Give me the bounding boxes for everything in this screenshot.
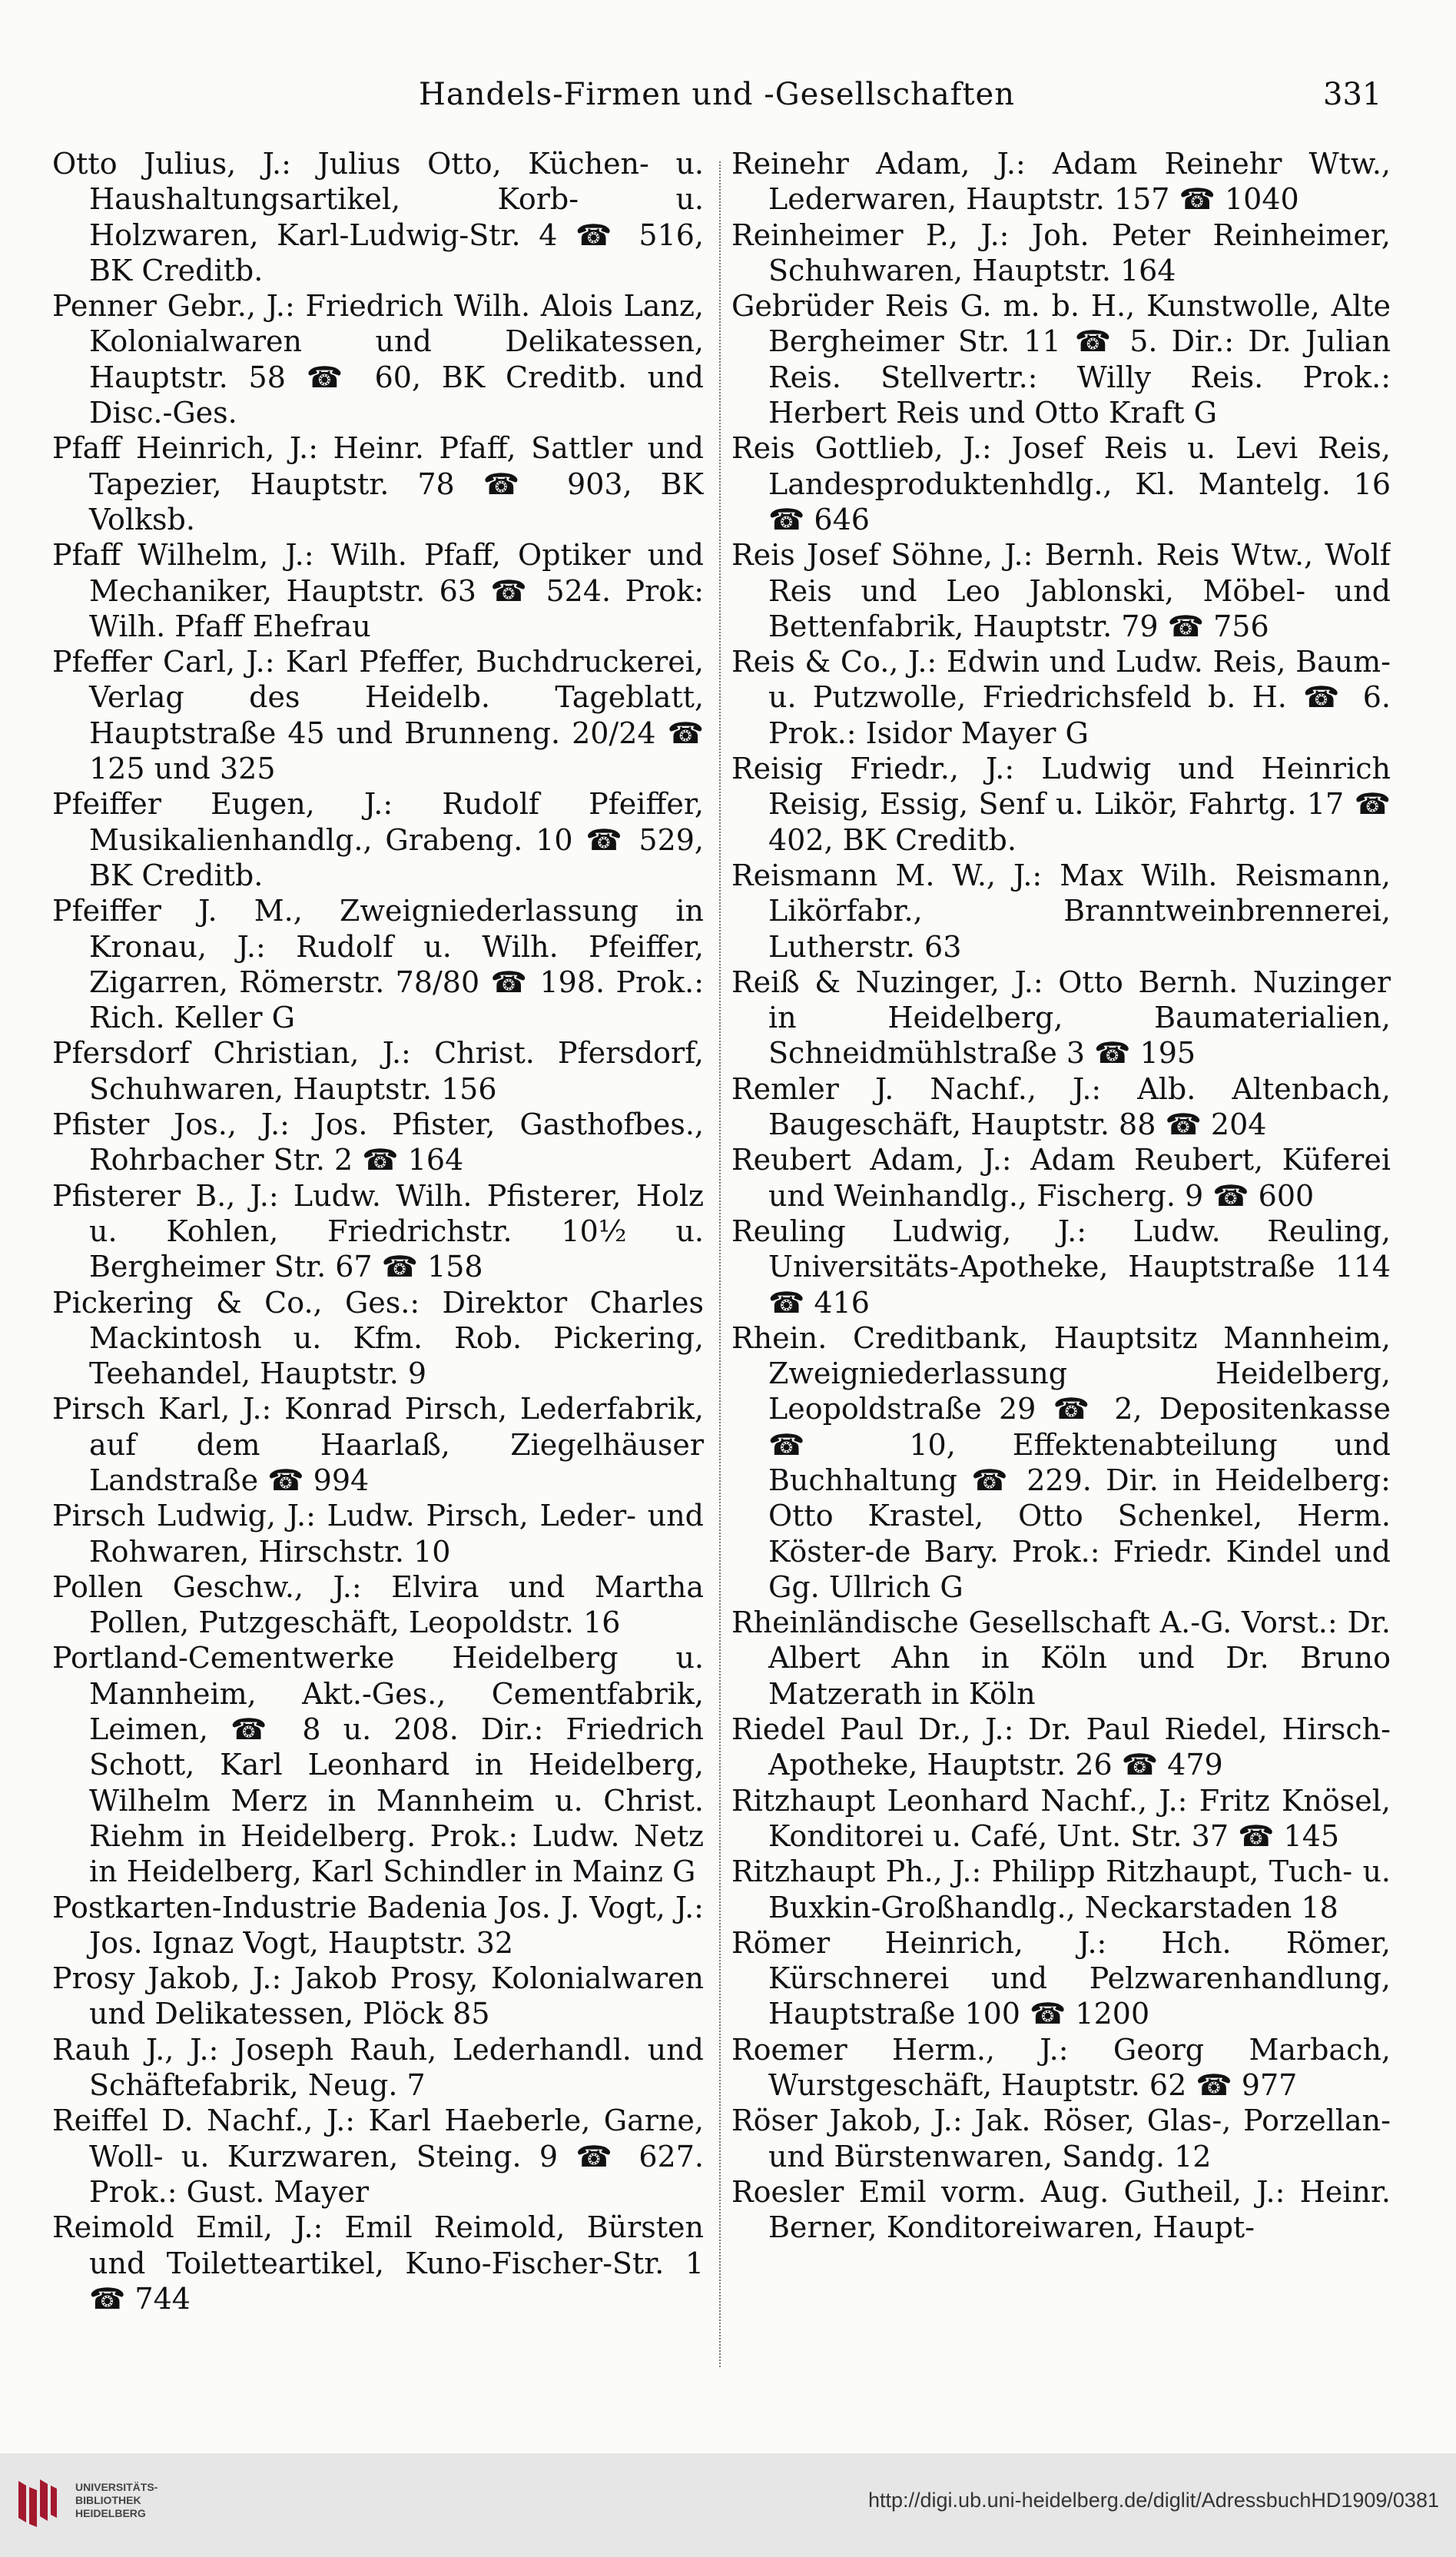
directory-entry: Pfeffer Carl, J.: Karl Pfeffer, Buchdruckerei, Verlag des Heidelb. Tageblatt, Hauptstraße 45 und Brunneng. 20/24 ☎ 125 und 325 xyxy=(52,645,704,786)
library-name: UNIVERSITÄTS- BIBLIOTHEK HEIDELBERG xyxy=(75,2481,158,2519)
directory-entry: Roesler Emil vorm. Aug. Gutheil, J.: Heinr. Berner, Konditoreiwaren, Haupt- xyxy=(731,2174,1391,2245)
directory-entry: Pickering & Co., Ges.: Direktor Charles Mackintosh u. Kfm. Rob. Pickering, Teehandel, Hauptstr. 9 xyxy=(52,1285,704,1391)
directory-entry: Pfersdorf Christian, J.: Christ. Pfersdorf, Schuhwaren, Hauptstr. 156 xyxy=(52,1036,704,1106)
running-head: Handels-Firmen und -Gesellschaften xyxy=(419,77,1015,112)
directory-entry: Penner Gebr., J.: Friedrich Wilh. Alois Lanz, Kolonialwaren und Delikatessen, Hauptstr. 58 ☎ 60, BK Creditb. und Disc.-Ges. xyxy=(52,289,704,430)
directory-entry: Röser Jakob, J.: Jak. Röser, Glas-, Porzellan- und Bürstenwaren, Sandg. 12 xyxy=(731,2104,1391,2173)
directory-entry: Reis & Co., J.: Edwin und Ludw. Reis, Baum- u. Putzwolle, Friedrichsfeld b. H. ☎ 6. Prok.: Isidor Mayer G xyxy=(731,645,1391,750)
directory-entry: Gebrüder Reis G. m. b. H., Kunstwolle, Alte Bergheimer Str. 11 ☎ 5. Dir.: Dr. Julian Reis. Stellvertr.: Willy Reis. Prok.: Herbert Reis und Otto Kraft G xyxy=(731,289,1391,430)
directory-entry: Ritzhaupt Ph., J.: Philipp Ritzhaupt, Tuch- u. Buxkin-Großhandlg., Neckarstaden 18 xyxy=(731,1855,1391,1924)
directory-entry: Reisig Friedr., J.: Ludwig und Heinrich Reisig, Essig, Senf u. Likör, Fahrtg. 17 ☎ 402, BK Creditb. xyxy=(731,752,1391,857)
directory-entry: Rauh J., J.: Joseph Rauh, Lederhandl. und Schäftefabrik, Neug. 7 xyxy=(52,2032,704,2103)
directory-entry: Pfaff Wilhelm, J.: Wilh. Pfaff, Optiker und Mechaniker, Hauptstr. 63 ☎ 524. Prok: Wilh. Pfaff Ehefrau xyxy=(52,538,704,643)
directory-entry: Rhein. Creditbank, Hauptsitz Mannheim, Zweigniederlassung Heidelberg, Leopoldstraße 29 ☎ 2, Depositenkasse ☎ 10, Effektenabteilung und Buchhaltung ☎ 229. Dir. in Heidelberg: Otto Krastel, Otto Schenkel, Herm. Köster-de Bary. Prok.: Friedr. Kindel und Gg. Ullrich G xyxy=(731,1320,1391,1604)
library-logo-icon xyxy=(14,2472,58,2527)
footer-bar xyxy=(0,2453,1456,2557)
directory-entry: Reis Josef Söhne, J.: Bernh. Reis Wtw., Wolf Reis und Leo Jablonski, Möbel- und Bettenfabrik, Hauptstr. 79 ☎ 756 xyxy=(731,538,1391,643)
source-url-link[interactable]: http://digi.ub.uni-heidelberg.de/diglit/AdressbuchHD1909/0381 xyxy=(867,2489,1439,2512)
directory-entry: Reinheimer P., J.: Joh. Peter Reinheimer, Schuhwaren, Hauptstr. 164 xyxy=(731,218,1391,287)
directory-entry: Roemer Herm., J.: Georg Marbach, Wurstgeschäft, Hauptstr. 62 ☎ 977 xyxy=(731,2032,1391,2103)
directory-entry: Reiffel D. Nachf., J.: Karl Haeberle, Garne, Woll- u. Kurzwaren, Steing. 9 ☎ 627. Prok.: Gust. Mayer xyxy=(52,2104,704,2209)
directory-entry: Reiß & Nuzinger, J.: Otto Bernh. Nuzinger in Heidelberg, Baumaterialien, Schneidmühlstraße 3 ☎ 195 xyxy=(731,965,1391,1071)
directory-entry: Reimold Emil, J.: Emil Reimold, Bürsten und Toiletteartikel, Kuno-Fischer-Str. 1 ☎ 744 xyxy=(52,2210,704,2316)
directory-entry: Pirsch Ludwig, J.: Ludw. Pirsch, Leder- und Rohwaren, Hirschstr. 10 xyxy=(52,1499,704,1569)
directory-entry: Otto Julius, J.: Julius Otto, Küchen- u. Haushaltungsartikel, Korb- u. Holzwaren, Karl-Ludwig-Str. 4 ☎ 516, BK Creditb. xyxy=(52,147,704,287)
directory-entry: Pirsch Karl, J.: Konrad Pirsch, Lederfabrik, auf dem Haarlaß, Ziegelhäuser Landstraße ☎ 994 xyxy=(52,1392,704,1497)
directory-entry: Postkarten-Industrie Badenia Jos. J. Vogt, J.: Jos. Ignaz Vogt, Hauptstr. 32 xyxy=(52,1890,704,1960)
directory-entry: Pfisterer B., J.: Ludw. Wilh. Pfisterer, Holz u. Kohlen, Friedrichstr. 10½ u. Bergheimer Str. 67 ☎ 158 xyxy=(52,1178,704,1284)
directory-entry: Römer Heinrich, J.: Hch. Römer, Kürschnerei und Pelzwarenhandlung, Hauptstraße 100 ☎ 1200 xyxy=(731,1925,1391,2031)
directory-entry: Remler J. Nachf., J.: Alb. Altenbach, Baugeschäft, Hauptstr. 88 ☎ 204 xyxy=(731,1071,1391,1142)
right-column xyxy=(731,146,1391,2388)
directory-entry: Rheinländische Gesellschaft A.-G. Vorst.: Dr. Albert Ahn in Köln und Dr. Bruno Matzerath in Köln xyxy=(731,1606,1391,1711)
directory-entry: Reuling Ludwig, J.: Ludw. Reuling, Universitäts-Apotheke, Hauptstraße 114 ☎ 416 xyxy=(731,1214,1391,1320)
page-header xyxy=(0,77,1456,123)
directory-entry: Pfeiffer J. M., Zweigniederlassung in Kronau, J.: Rudolf u. Wilh. Pfeiffer, Zigarren, Römerstr. 78/80 ☎ 198. Prok.: Rich. Keller G xyxy=(52,894,704,1035)
directory-entry: Reubert Adam, J.: Adam Reubert, Küferei und Weinhandlg., Fischerg. 9 ☎ 600 xyxy=(731,1143,1391,1213)
directory-entry: Pollen Geschw., J.: Elvira und Martha Pollen, Putzgeschäft, Leopoldstr. 16 xyxy=(52,1569,704,1640)
directory-entry: Reismann M. W., J.: Max Wilh. Reismann, Likörfabr., Branntweinbrennerei, Lutherstr. 63 xyxy=(731,858,1391,964)
page-number: 331 xyxy=(1323,77,1382,112)
directory-entry: Pfaff Heinrich, J.: Heinr. Pfaff, Sattler und Tapezier, Hauptstr. 78 ☎ 903, BK Volksb. xyxy=(52,431,704,536)
directory-entry: Portland-Cementwerke Heidelberg u. Mannheim, Akt.-Ges., Cementfabrik, Leimen, ☎ 8 u. 208. Dir.: Friedrich Schott, Karl Leonhard in Heidelberg, Wilhelm Merz in Mannheim u. Christ. Riehm in Heidelberg. Prok.: Ludw. Netz in Heidelberg, Karl Schindler in Mainz G xyxy=(52,1641,704,1889)
left-column xyxy=(52,146,704,2388)
directory-entry: Riedel Paul Dr., J.: Dr. Paul Riedel, Hirsch-Apotheke, Hauptstr. 26 ☎ 479 xyxy=(731,1712,1391,1782)
directory-entry: Prosy Jakob, J.: Jakob Prosy, Kolonialwaren und Delikatessen, Plöck 85 xyxy=(52,1961,704,2031)
directory-entry: Reinehr Adam, J.: Adam Reinehr Wtw., Lederwaren, Hauptstr. 157 ☎ 1040 xyxy=(731,147,1391,217)
directory-entry: Pfeiffer Eugen, J.: Rudolf Pfeiffer, Musikalienhandlg., Grabeng. 10 ☎ 529, BK Creditb. xyxy=(52,787,704,892)
directory-entry: Pfister Jos., J.: Jos. Pfister, Gasthofbes., Rohrbacher Str. 2 ☎ 164 xyxy=(52,1107,704,1177)
directory-entry: Ritzhaupt Leonhard Nachf., J.: Fritz Knösel, Konditorei u. Café, Unt. Str. 37 ☎ 145 xyxy=(731,1783,1391,1853)
column-divider xyxy=(719,161,721,2367)
directory-entry: Reis Gottlieb, J.: Josef Reis u. Levi Reis, Landesproduktenhdlg., Kl. Mantelg. 16 ☎ 646 xyxy=(731,431,1391,536)
